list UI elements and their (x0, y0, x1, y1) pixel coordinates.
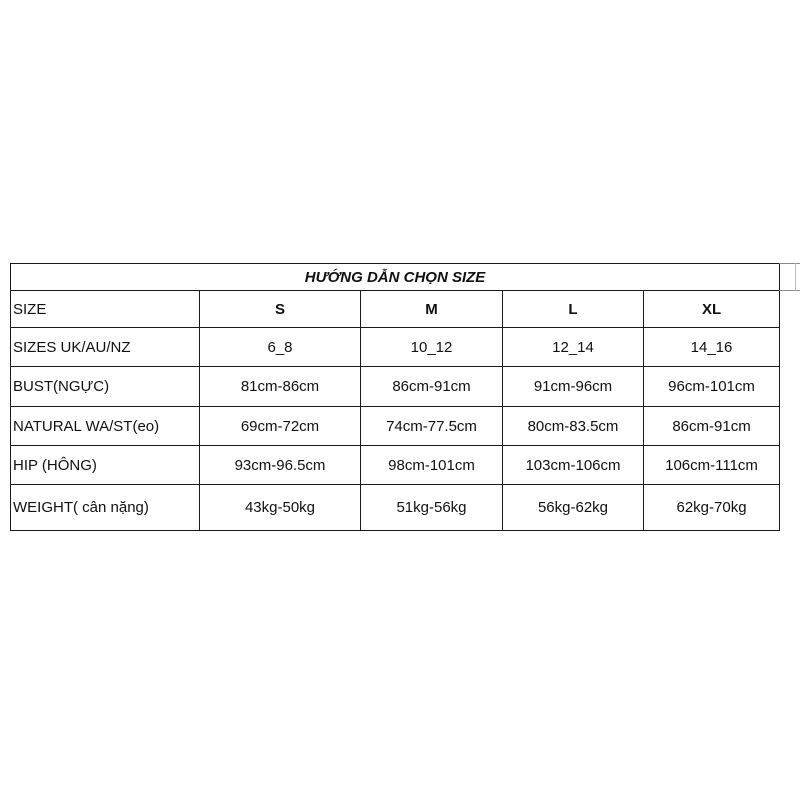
table-cell: 86cm-91cm (644, 407, 780, 446)
row-label: SIZES UK/AU/NZ (11, 328, 200, 367)
table-row-hip (11, 446, 780, 485)
table-row-waist (11, 407, 780, 446)
table-cell: 56kg-62kg (503, 485, 644, 531)
header-size-m: M (361, 291, 503, 328)
table-title-row (11, 264, 780, 291)
table-cell: 12_14 (503, 328, 644, 367)
table-cell: 91cm-96cm (503, 367, 644, 407)
row-label: WEIGHT( cân nặng) (11, 485, 200, 531)
table-cell: 74cm-77.5cm (361, 407, 503, 446)
table-title: HƯỚNG DẪN CHỌN SIZE (11, 264, 780, 291)
header-size-xl: XL (644, 291, 780, 328)
table-cell: 43kg-50kg (200, 485, 361, 531)
table-edge-line-top (779, 263, 800, 264)
table-edge-line-bottom (779, 290, 800, 291)
row-label: BUST(NGỰC) (11, 367, 200, 407)
table-cell: 96cm-101cm (644, 367, 780, 407)
table-cell: 86cm-91cm (361, 367, 503, 407)
table-cell: 51kg-56kg (361, 485, 503, 531)
table-cell: 69cm-72cm (200, 407, 361, 446)
table-cell: 10_12 (361, 328, 503, 367)
table-header-row (11, 291, 780, 328)
table-cell: 103cm-106cm (503, 446, 644, 485)
header-label: SIZE (11, 291, 200, 328)
table-cell: 14_16 (644, 328, 780, 367)
size-guide-table (10, 263, 780, 531)
table-cell: 81cm-86cm (200, 367, 361, 407)
table-edge-tick (795, 263, 796, 291)
table-row-weight (11, 485, 780, 531)
header-size-l: L (503, 291, 644, 328)
table-cell: 6_8 (200, 328, 361, 367)
table-row-bust (11, 367, 780, 407)
table-cell: 62kg-70kg (644, 485, 780, 531)
row-label: NATURAL WA/ST(eo) (11, 407, 200, 446)
table-row-uk-sizes (11, 328, 780, 367)
table-cell: 98cm-101cm (361, 446, 503, 485)
table-cell: 93cm-96.5cm (200, 446, 361, 485)
row-label: HIP (HÔNG) (11, 446, 200, 485)
table-cell: 106cm-111cm (644, 446, 780, 485)
header-size-s: S (200, 291, 361, 328)
table-cell: 80cm-83.5cm (503, 407, 644, 446)
